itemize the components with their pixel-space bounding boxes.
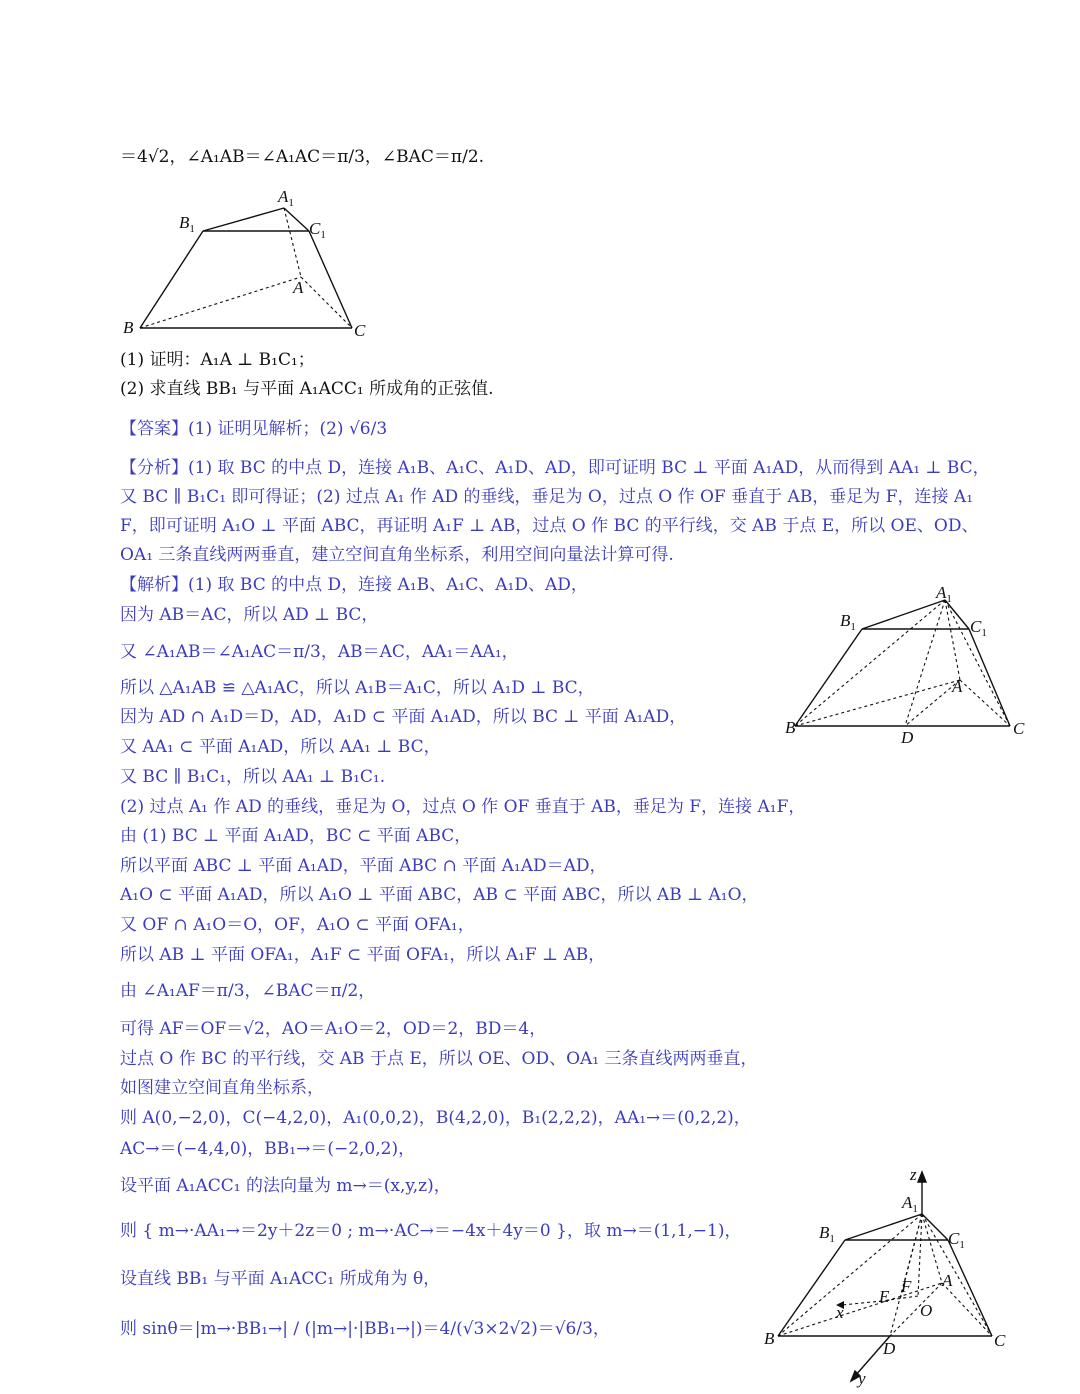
fig2-label-c1: $C_1$	[970, 617, 987, 639]
answer-line: 【答案】(1) 证明见解析；(2) √6/3	[120, 419, 388, 439]
fig3-label-b1: $B_1$	[819, 1223, 835, 1245]
fig3-label-a: A	[942, 1271, 953, 1290]
solution-line: 则 sinθ＝|m→·BB₁→| / (|m→|·|BB₁→|)＝4/(√3×2√2)＝√6/3，	[120, 1319, 610, 1339]
solution-line: 则 { m→·AA₁→＝2y＋2z＝0 ; m→·AC→＝−4x＋4y＝0 }，取 m→＝(1,1,−1)，	[120, 1221, 742, 1241]
fig3-label-c1: $C_1$	[948, 1229, 965, 1251]
fig3-label-b: B	[764, 1329, 775, 1348]
fig1-label-b: B	[123, 318, 134, 337]
solution-line: (2) 过点 A₁ 作 AD 的垂线，垂足为 O，过点 O 作 OF 垂直于 AB，垂足为 F，连接 A₁F，	[120, 797, 806, 817]
solution-line: A₁O ⊂ 平面 A₁AD，所以 A₁O ⊥ 平面 ABC，AB ⊂ 平面 ABC，所以 AB ⊥ A₁O，	[120, 885, 759, 905]
question-2: (2) 求直线 BB₁ 与平面 A₁ACC₁ 所成角的正弦值.	[120, 379, 494, 399]
figure-frustum-2	[770, 580, 1060, 750]
solution-line: 由 (1) BC ⊥ 平面 A₁AD，BC ⊂ 平面 ABC，	[120, 826, 472, 846]
solution-line: 过点 O 作 BC 的平行线，交 AB 于点 E，所以 OE、OD、OA₁ 三条直线两两垂直，	[120, 1049, 758, 1069]
question-1: (1) 证明：A₁A ⊥ B₁C₁；	[120, 350, 315, 370]
solution-line: 由 ∠A₁AF＝π/3，∠BAC＝π/2，	[120, 981, 376, 1001]
solution-line: 又 AA₁ ⊂ 平面 A₁AD，所以 AA₁ ⊥ BC，	[120, 737, 441, 757]
fig3-label-z: z	[910, 1168, 917, 1184]
fig2-label-d: D	[901, 728, 914, 747]
fig1-label-c: C	[354, 321, 366, 340]
solution-line: 【解析】(1) 取 BC 的中点 D，连接 A₁B、A₁C、A₁D、AD，	[120, 575, 588, 595]
solution-line: 设直线 BB₁ 与平面 A₁ACC₁ 所成角为 θ，	[120, 1269, 441, 1289]
fig1-label-a: A	[293, 278, 304, 297]
analysis-line: F，即可证明 A₁O ⊥ 平面 ABC，再证明 A₁F ⊥ AB，过点 O 作 BC 的平行线，交 AB 于点 E，所以 OE、OD、	[120, 516, 979, 536]
solution-line: 则 A(0,−2,0)，C(−4,2,0)，A₁(0,0,2)，B(4,2,0)，B₁(2,2,2)，AA₁→＝(0,2,2)，	[120, 1108, 751, 1128]
fig2-label-c: C	[1013, 719, 1025, 738]
fig3-label-c: C	[994, 1331, 1006, 1350]
solution-line: 又 ∠A₁AB＝∠A₁AC＝π/3，AB＝AC，AA₁＝AA₁，	[120, 642, 519, 662]
fig3-label-d: D	[883, 1339, 896, 1358]
fig2-label-a1: $A_1$	[936, 583, 952, 605]
analysis-line: 又 BC ∥ B₁C₁ 即可得证；(2) 过点 A₁ 作 AD 的垂线，垂足为 O，过点 O 作 OF 垂直于 AB，垂足为 F，连接 A₁	[120, 487, 974, 507]
solution-line: 所以 AB ⊥ 平面 OFA₁，A₁F ⊂ 平面 OFA₁，所以 A₁F ⊥ AB，	[120, 945, 606, 965]
fig3-label-f: F	[901, 1277, 912, 1296]
solution-line: 又 BC ∥ B₁C₁，所以 AA₁ ⊥ B₁C₁.	[120, 767, 386, 787]
fig3-label-a1: $A_1$	[902, 1193, 918, 1215]
fig1-label-a1: $A_1$	[278, 187, 294, 209]
fig3-label-o: O	[920, 1301, 933, 1320]
fig2-label-a: A	[952, 677, 963, 696]
fig2-label-b: B	[785, 718, 796, 737]
solution-line: 可得 AF＝OF＝√2，AO＝A₁O＝2，OD＝2，BD＝4，	[120, 1019, 547, 1039]
solution-line: 所以 △A₁AB ≌ △A₁AC，所以 A₁B＝A₁C，所以 A₁D ⊥ BC，	[120, 678, 595, 698]
analysis-line: 【分析】(1) 取 BC 的中点 D，连接 A₁B、A₁C、A₁D、AD，即可证明 BC ⊥ 平面 A₁AD，从而得到 AA₁ ⊥ BC，	[120, 458, 990, 478]
solution-line: 设平面 A₁ACC₁ 的法向量为 m→＝(x,y,z)，	[120, 1176, 451, 1196]
fig1-label-c1: $C_1$	[309, 219, 326, 241]
solution-line: 又 OF ∩ A₁O＝O，OF，A₁O ⊂ 平面 OFA₁，	[120, 915, 475, 935]
analysis-line: OA₁ 三条直线两两垂直，建立空间直角坐标系，利用空间向量法计算可得.	[120, 545, 674, 565]
solution-line: 所以平面 ABC ⊥ 平面 A₁AD，平面 ABC ∩ 平面 A₁AD＝AD，	[120, 856, 607, 876]
solution-line: 因为 AD ∩ A₁D＝D，AD，A₁D ⊂ 平面 A₁AD，所以 BC ⊥ 平面 A₁AD，	[120, 707, 687, 727]
fig3-label-y: y	[858, 1369, 866, 1388]
given-conditions: ＝4√2，∠A₁AB＝∠A₁AC＝π/3，∠BAC＝π/2.	[120, 147, 485, 167]
fig1-label-b1: $B_1$	[179, 213, 195, 235]
solution-line: 如图建立空间直角坐标系，	[120, 1078, 324, 1098]
figure-frustum-1	[115, 180, 385, 350]
fig3-label-e: E	[879, 1287, 890, 1306]
fig2-label-b1: $B_1$	[840, 611, 856, 633]
solution-line: AC→＝(−4,4,0)，BB₁→＝(−2,0,2)，	[120, 1139, 416, 1159]
fig3-label-x: x	[836, 1303, 844, 1322]
figure-coordinate-system	[760, 1168, 1060, 1388]
solution-line: 因为 AB＝AC，所以 AD ⊥ BC，	[120, 605, 379, 625]
